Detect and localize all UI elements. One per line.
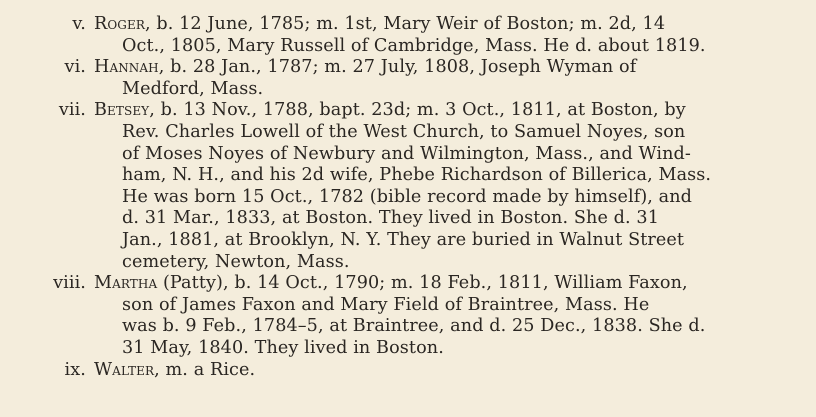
entry-first-line-rest: , b. 28 Jan., 1787; m. 27 July, 1808, Joseph Wyman of [158,57,637,78]
entry-line: 31 May, 1840. They lived in Boston. [122,337,444,358]
entry-numeral: viii. [53,273,86,294]
person-name: Betsey [94,100,150,121]
entry-first-line-rest: , b. 13 Nov., 1788, bapt. 23d; m. 3 Oct., 1811, at Boston, by [149,100,686,121]
entry-first-line [94,100,794,122]
entry-line: ham, N. H., and his 2d wife, Phebe Richardson of Billerica, Mass. [122,165,712,186]
entry-text [94,100,794,273]
person-name: Walter [94,359,155,380]
entry-text [94,360,794,382]
person-name: Martha [94,273,158,294]
entry-numeral: vi. [64,57,86,78]
entry-numeral: vii. [58,100,86,121]
entry-first-line [94,57,794,79]
entry-first-line [94,273,794,295]
entry-first-line-rest: , b. 12 June, 1785; m. 1st, Mary Weir of Boston; m. 2d, 14 [144,14,666,34]
entry-line: was b. 9 Feb., 1784–5, at Braintree, and d. 25 Dec., 1838. She d. [122,316,706,337]
entry-first-line [94,360,794,382]
entry-line: Medford, Mass. [122,78,264,99]
entry-first-line [94,14,794,36]
entry-first-line-rest: (Patty), b. 14 Oct., 1790; m. 18 Feb., 1811, William Faxon, [157,273,688,294]
person-name: Roger [94,14,145,34]
entry-line: He was born 15 Oct., 1782 (bible record made by himself), and [122,186,693,207]
entry-line: cemetery, Newton, Mass. [122,251,350,272]
entry-numeral: v. [72,14,86,34]
entry-line: Jan., 1881, at Brooklyn, N. Y. They are buried in Walnut Street [122,229,685,250]
person-name: Hannah [94,57,159,78]
entry-line: Rev. Charles Lowell of the West Church, to Samuel Noyes, son [122,121,686,142]
entry-text [94,273,794,359]
entry-first-line-rest: , m. a Rice. [154,359,256,380]
entry-numeral: ix. [64,359,86,380]
entry-text [94,57,794,100]
entry-text [94,14,794,57]
entry-line: Oct., 1805, Mary Russell of Cambridge, Mass. He d. about 1819. [122,35,706,56]
entry-line: d. 31 Mar., 1833, at Boston. They lived in Boston. She d. 31 [122,208,659,229]
entry-line: of Moses Noyes of Newbury and Wilmington, Mass., and Wind- [122,143,691,164]
entry-line: son of James Faxon and Mary Field of Braintree, Mass. He [122,294,650,315]
